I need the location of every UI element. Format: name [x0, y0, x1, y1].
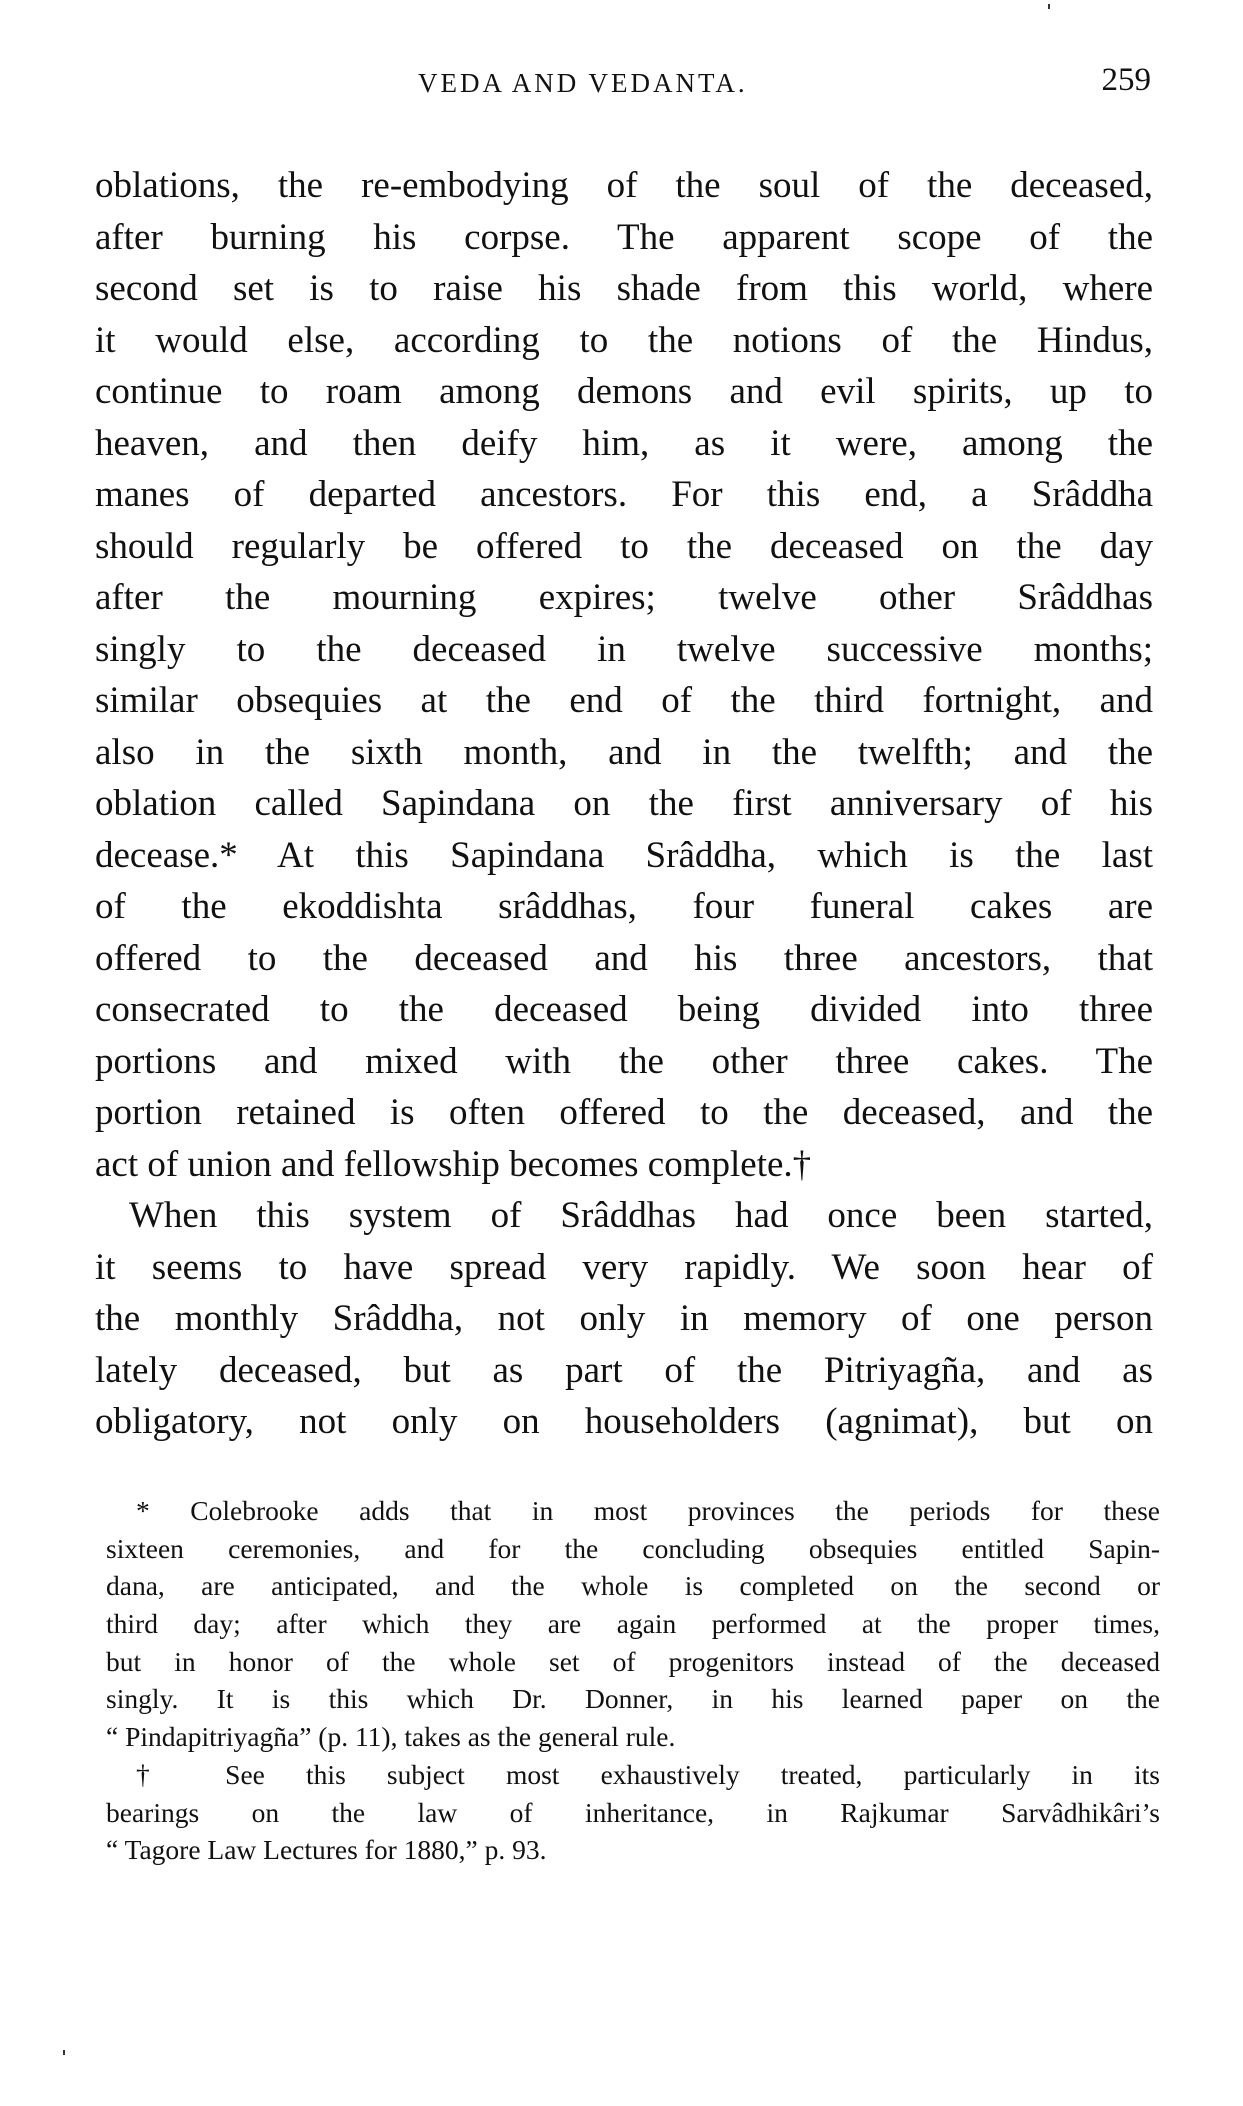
body-line: offered to the deceased and his three ancestors, that: [95, 937, 1153, 979]
body-line: portion retained is often offered to the deceased, and the: [95, 1092, 1153, 1133]
body-line: decease.* At this Sapindana Srâddha, which is the last: [95, 834, 1153, 876]
footnote-line: “ Pindapitriyagña” (p. 11), takes as the general rule.: [106, 1721, 676, 1753]
body-line: act of union and fellowship becomes complete.†: [95, 1143, 812, 1185]
body-line: consecrated to the deceased being divided into three: [95, 989, 1153, 1030]
body-line: of the ekoddishta srâddhas, four funeral cakes are: [95, 886, 1153, 927]
body-text: [95, 160, 1153, 1448]
page-number: 259: [1101, 62, 1151, 98]
body-line: second set is to raise his shade from this world, where: [95, 268, 1153, 309]
body-line: singly to the deceased in twelve successive months;: [95, 628, 1153, 670]
footnote-line: bearings on the law of inheritance, in Rajkumar Sarvâdhikâri’s: [106, 1796, 1160, 1828]
body-line: heaven, and then deify him, as it were, among the: [95, 422, 1153, 464]
body-line: after burning his corpse. The apparent scope of the: [95, 216, 1153, 258]
body-line: the monthly Srâddha, not only in memory of one person: [95, 1298, 1153, 1339]
body-line: obligatory, not only on householders (agnimat), but on: [95, 1401, 1153, 1442]
footnote-line: dana, are anticipated, and the whole is completed on the second or: [106, 1570, 1160, 1602]
footnote-line: “ Tagore Law Lectures for 1880,” p. 93.: [106, 1834, 547, 1866]
footnote-line: singly. It is this which Dr. Donner, in his learned paper on the: [106, 1683, 1160, 1715]
body-line: it seems to have spread very rapidly. We soon hear of: [95, 1246, 1153, 1288]
body-line: portions and mixed with the other three cakes. The: [95, 1040, 1153, 1082]
body-line: after the mourning expires; twelve other Srâddhas: [95, 577, 1153, 618]
body-line: lately deceased, but as part of the Pitriyagña, and as: [95, 1349, 1153, 1391]
body-line: manes of departed ancestors. For this end, a Srâddha: [95, 474, 1153, 515]
footnote-line: * Colebrooke adds that in most provinces the periods for these: [136, 1495, 1160, 1526]
body-line: oblations, the re-embodying of the soul of the deceased,: [95, 165, 1153, 206]
running-title: VEDA AND VEDANTA.: [418, 68, 748, 98]
footnote-line: † See this subject most exhaustively treated, particularly in its: [136, 1758, 1160, 1790]
body-line: similar obsequies at the end of the third fortnight, and: [95, 680, 1153, 721]
body-line: When this system of Srâddhas had once been started,: [129, 1195, 1153, 1236]
scan-speck: [1048, 4, 1050, 9]
footnote-line: third day; after which they are again performed at the proper times,: [106, 1608, 1160, 1640]
body-line: should regularly be offered to the deceased on the day: [95, 525, 1153, 567]
body-line: also in the sixth month, and in the twelfth; and the: [95, 731, 1153, 773]
body-line: oblation called Sapindana on the first anniversary of his: [95, 783, 1153, 824]
footnote-line: sixteen ceremonies, and for the concluding obsequies entitled Sapin-: [106, 1532, 1160, 1564]
footnotes: [106, 1492, 1160, 1869]
footnote-line: but in honor of the whole set of progenitors instead of the deceased: [106, 1645, 1160, 1677]
body-line: continue to roam among demons and evil spirits, up to: [95, 371, 1153, 412]
scan-speck: [63, 2050, 65, 2055]
body-line: it would else, according to the notions of the Hindus,: [95, 319, 1153, 361]
